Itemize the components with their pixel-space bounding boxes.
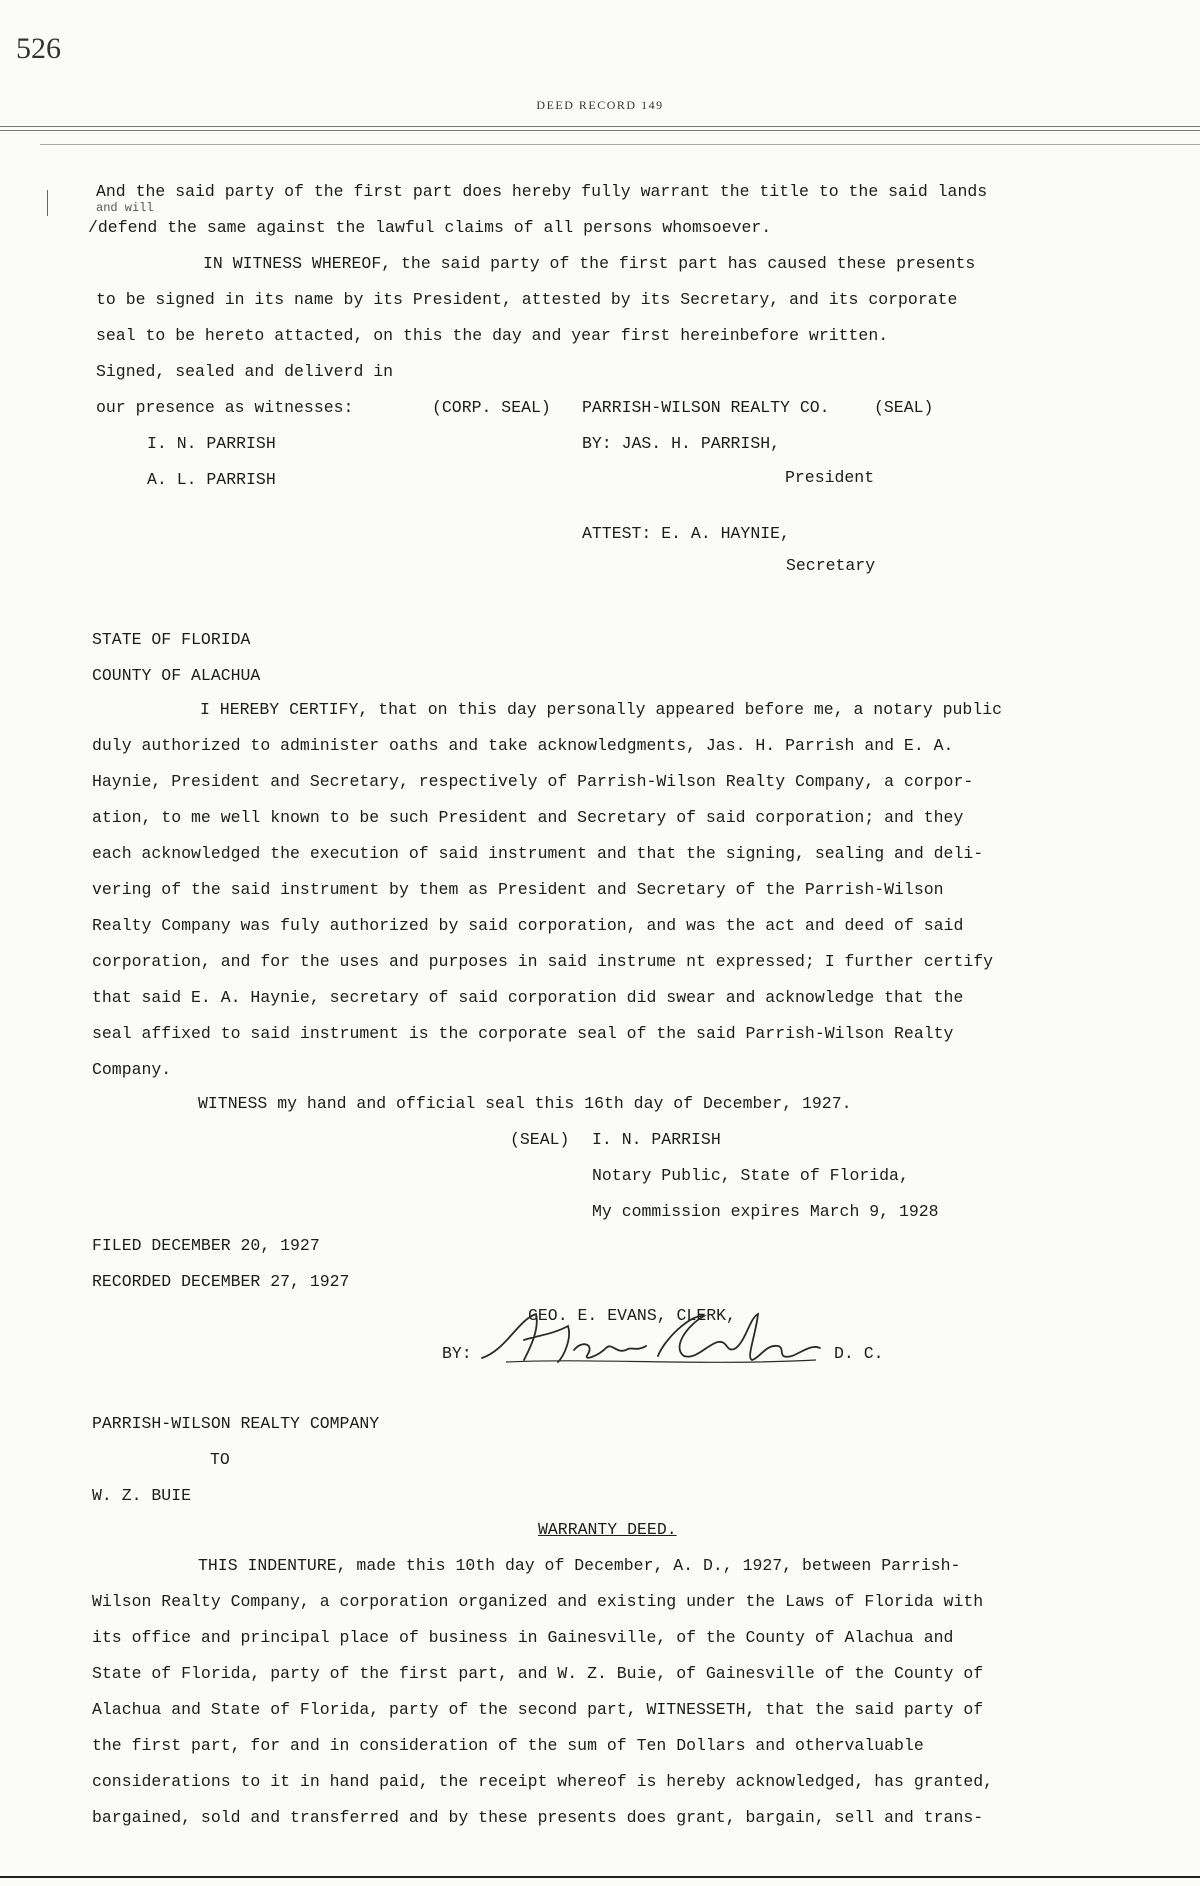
indenture-line-1: THIS INDENTURE, made this 10th day of December, A. D., 1927, between Parrish- xyxy=(198,1556,961,1575)
company-name: PARRISH-WILSON REALTY CO. xyxy=(582,398,830,417)
header-rule xyxy=(0,126,1200,127)
county-heading: COUNTY OF ALACHUA xyxy=(92,666,261,685)
certify-line-4: ation, to me well known to be such President and Secretary of said corporation; and they xyxy=(92,808,964,827)
president-title: President xyxy=(785,468,875,487)
in-witness-line-3: seal to be hereto attacted, on this the day and year first hereinbefore written. xyxy=(96,326,889,345)
page-number: 526 xyxy=(16,32,61,65)
indenture-line-2: Wilson Realty Company, a corporation organized and existing under the Laws of Florida with xyxy=(92,1592,984,1611)
notary-title: Notary Public, State of Florida, xyxy=(592,1166,909,1185)
company-seal-label: (SEAL) xyxy=(874,398,934,417)
certify-line-9: that said E. A. Haynie, secretary of said corporation did swear and acknowledge that the xyxy=(92,988,964,1007)
notary-seal-label: (SEAL) xyxy=(510,1130,570,1149)
to-label: TO xyxy=(210,1450,230,1469)
grantor-name: PARRISH-WILSON REALTY COMPANY xyxy=(92,1414,380,1433)
recorded-date: RECORDED DECEMBER 27, 1927 xyxy=(92,1272,350,1291)
certify-line-8: corporation, and for the uses and purposes in said instrume nt expressed; I further certify xyxy=(92,952,994,971)
page-bottom-edge xyxy=(0,1876,1200,1878)
notary-witness-line: WITNESS my hand and official seal this 16th day of December, 1927. xyxy=(198,1094,852,1113)
clerk-signature xyxy=(476,1300,836,1380)
notary-name: I. N. PARRISH xyxy=(592,1130,721,1149)
by-president: BY: JAS. H. PARRISH, xyxy=(582,434,781,453)
attest-line: ATTEST: E. A. HAYNIE, xyxy=(582,524,790,543)
certify-line-3: Haynie, President and Secretary, respectively of Parrish-Wilson Realty Company, a corpor- xyxy=(92,772,974,791)
deed-title: WARRANTY DEED. xyxy=(538,1520,677,1539)
certify-line-2: duly authorized to administer oaths and take acknowledgments, Jas. H. Parrish and E. A. xyxy=(92,736,954,755)
notary-commission: My commission expires March 9, 1928 xyxy=(592,1202,939,1221)
secretary-title: Secretary xyxy=(786,556,876,575)
indenture-line-8: bargained, sold and transferred and by these presents does grant, bargain, sell and trans- xyxy=(92,1808,984,1827)
indenture-line-4: State of Florida, party of the first part, and W. Z. Buie, of Gainesville of the County of xyxy=(92,1664,984,1683)
signed-sealed-line: Signed, sealed and deliverd in xyxy=(96,362,394,381)
indenture-line-3: its office and principal place of business in Gainesville, of the County of Alachua and xyxy=(92,1628,954,1647)
state-heading: STATE OF FLORIDA xyxy=(92,630,251,649)
record-header: DEED RECORD 149 xyxy=(536,98,664,112)
indenture-line-7: considerations to it in hand paid, the receipt whereof is hereby acknowledged, has granted, xyxy=(92,1772,994,1791)
deputy-clerk-suffix: D. C. xyxy=(834,1344,884,1363)
by-prefix: BY: xyxy=(442,1344,472,1363)
filed-date: FILED DECEMBER 20, 1927 xyxy=(92,1236,320,1255)
grantee-name: W. Z. BUIE xyxy=(92,1486,192,1505)
handwritten-insert: and will xyxy=(96,201,154,215)
clerk-name: GEO. E. EVANS, CLERK, xyxy=(528,1306,736,1325)
defend-line: /defend the same against the lawful claims of all persons whomsoever. xyxy=(88,218,772,237)
certify-line-10: seal affixed to said instrument is the corporate seal of the said Parrish-Wilson Realty xyxy=(92,1024,954,1043)
witness-1: I. N. PARRISH xyxy=(147,434,276,453)
certify-line-5: each acknowledged the execution of said instrument and that the signing, sealing and deli- xyxy=(92,844,984,863)
margin-mark xyxy=(47,190,48,216)
presence-line: our presence as witnesses: xyxy=(96,398,354,417)
header-rule-3 xyxy=(40,144,1200,145)
corp-seal-label: (CORP. SEAL) xyxy=(432,398,551,417)
certify-line-7: Realty Company was fuly authorized by said corporation, and was the act and deed of said xyxy=(92,916,964,935)
in-witness-line-1: IN WITNESS WHEREOF, the said party of the first part has caused these presents xyxy=(203,254,976,273)
indenture-line-6: the first part, for and in consideration of the sum of Ten Dollars and othervaluable xyxy=(92,1736,924,1755)
indenture-line-5: Alachua and State of Florida, party of the second part, WITNESSETH, that the said party of xyxy=(92,1700,984,1719)
certify-line-6: vering of the said instrument by them as President and Secretary of the Parrish-Wilson xyxy=(92,880,944,899)
witness-2: A. L. PARRISH xyxy=(147,470,276,489)
certify-line-11: Company. xyxy=(92,1060,172,1079)
in-witness-line-2: to be signed in its name by its President, attested by its Secretary, and its corporate xyxy=(96,290,958,309)
certify-line-1: I HEREBY CERTIFY, that on this day personally appeared before me, a notary public xyxy=(200,700,1003,719)
warranty-line: And the said party of the first part does hereby fully warrant the title to the said lands xyxy=(96,182,988,201)
header-rule-2 xyxy=(0,130,1200,131)
